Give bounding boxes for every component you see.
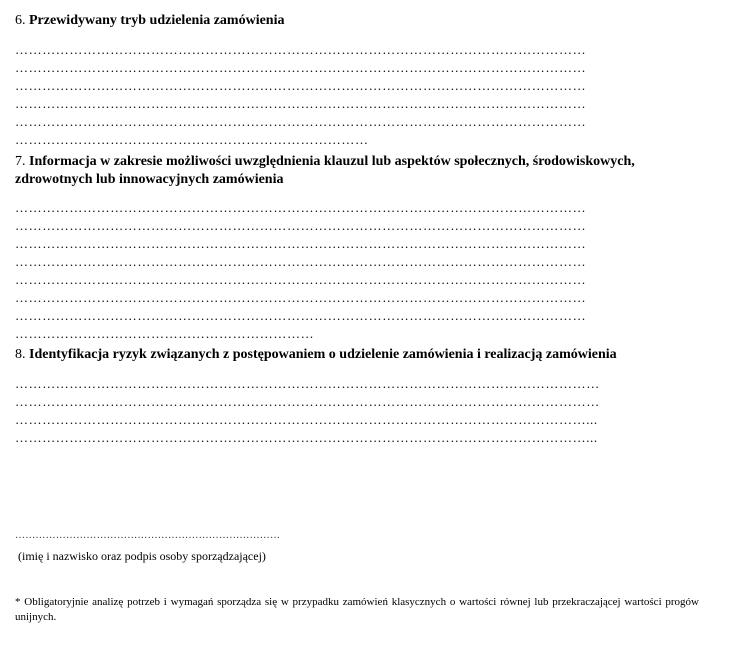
section-7-line[interactable]: ……………………………………………………………………………………………………………… bbox=[15, 255, 587, 268]
section-6-line[interactable]: ……………………………………………………………………………………………………………… bbox=[15, 61, 587, 74]
section-7-line[interactable]: ……………………………………………………………………………………………………………… bbox=[15, 237, 587, 250]
section-7-line[interactable]: ……………………………………………………………………………………………………………… bbox=[15, 201, 587, 214]
section-8-line[interactable]: ………………………………………………………………………………………………………………… bbox=[15, 395, 600, 408]
section-6-line[interactable]: ……………………………………………………………………………………………………………… bbox=[15, 115, 587, 128]
section-8-heading bbox=[15, 346, 617, 364]
section-8-line[interactable]: ………………………………………………………………………………………………………………… bbox=[15, 377, 600, 390]
section-7-heading bbox=[15, 153, 635, 171]
section-6-line[interactable]: …………………………………………………………………… bbox=[15, 133, 369, 146]
section-7-heading-cont bbox=[15, 171, 283, 189]
section-8-line[interactable]: ………………………………………………………………………………………………………………... bbox=[15, 413, 598, 426]
section-7-title-line-2: zdrowotnych lub innowacyjnych zamówienia bbox=[15, 172, 284, 187]
section-7-line[interactable]: ……………………………………………………………………………………………………………… bbox=[15, 273, 587, 286]
section-6-line[interactable]: ……………………………………………………………………………………………………………… bbox=[15, 79, 587, 92]
signature-line[interactable]: …………………………………………………………………… bbox=[15, 530, 281, 541]
section-6-title: Przewidywany tryb udzielenia zamówienia bbox=[29, 13, 285, 28]
section-7-line[interactable]: ……………………………………………………………………………………………………………… bbox=[15, 291, 587, 304]
section-7-line[interactable]: ……………………………………………………………………………………………………………… bbox=[15, 309, 587, 322]
section-6-line[interactable]: ……………………………………………………………………………………………………………… bbox=[15, 43, 587, 56]
section-6-line[interactable]: ……………………………………………………………………………………………………………… bbox=[15, 97, 587, 110]
section-8-title: Identyfikacja ryzyk związanych z postępowaniem o udzielenie zamówienia i realizacją zamówienia bbox=[29, 347, 617, 362]
section-7-line[interactable]: ……………………………………………………………………………………………………………… bbox=[15, 219, 587, 232]
footnote: * Obligatoryjnie analizę potrzeb i wymagań sporządza się w przypadku zamówień klasycznych o wartości równej lub przekraczającej wartości progów unijnych. bbox=[15, 596, 699, 623]
section-8-line[interactable]: ………………………………………………………………………………………………………………... bbox=[15, 431, 598, 444]
signature-caption: (imię i nazwisko oraz podpis osoby sporządzającej) bbox=[18, 549, 266, 563]
section-7-title-line-1: Informacja w zakresie możliwości uwzględnienia klauzul lub aspektów społecznych, środowiskowych, bbox=[29, 154, 635, 169]
section-8-number: 8. bbox=[15, 347, 26, 362]
section-6-number: 6. bbox=[15, 13, 26, 28]
section-7-number: 7. bbox=[15, 154, 26, 169]
section-7-line[interactable]: ………………………………………………………… bbox=[15, 327, 315, 340]
section-6-heading bbox=[15, 12, 284, 30]
